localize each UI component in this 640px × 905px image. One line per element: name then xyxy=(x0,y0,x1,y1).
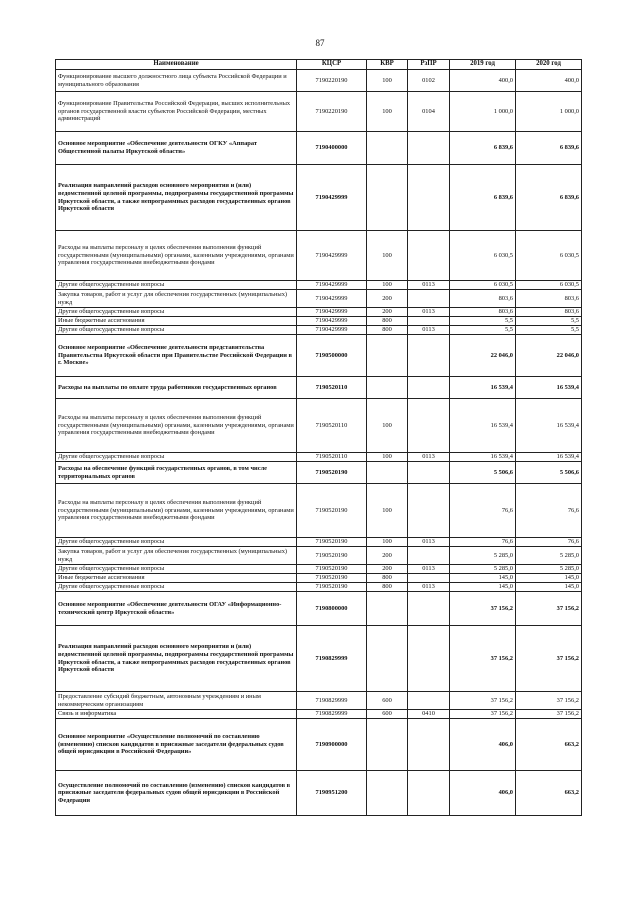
cell-y2020: 16 539,4 xyxy=(516,377,582,399)
cell-kvr: 100 xyxy=(367,231,408,281)
cell-y2020: 663,2 xyxy=(516,771,582,816)
cell-kvr: 100 xyxy=(367,484,408,538)
cell-kvr xyxy=(367,719,408,771)
header-2019: 2019 год xyxy=(450,60,516,70)
cell-y2019: 76,6 xyxy=(450,538,516,547)
cell-kvr: 100 xyxy=(367,538,408,547)
cell-name: Реализация направлений расходов основного мероприятия и (или) ведомственной целевой программы, подпрограммы государственной программы Иркутской области, а также непрограммных расходов государственных органов Иркутской области xyxy=(56,165,297,231)
cell-kcsr: 7190520110 xyxy=(297,377,367,399)
header-kcsr: КЦСР xyxy=(297,60,367,70)
cell-y2019: 6 030,5 xyxy=(450,231,516,281)
cell-kvr: 200 xyxy=(367,565,408,574)
cell-name: Другие общегосударственные вопросы xyxy=(56,583,297,592)
table-row xyxy=(56,453,582,462)
cell-y2019: 6 839,6 xyxy=(450,165,516,231)
cell-kvr: 100 xyxy=(367,281,408,290)
cell-y2019: 22 046,0 xyxy=(450,335,516,377)
cell-name: Расходы на выплаты персоналу в целях обеспечения выполнения функций государственными (муниципальными) органами, казенными учреждениями, органами управления государственными внебюджетными фондами xyxy=(56,399,297,453)
table-row xyxy=(56,771,582,816)
cell-y2020: 6 030,5 xyxy=(516,281,582,290)
table-row xyxy=(56,574,582,583)
cell-kvr: 200 xyxy=(367,308,408,317)
cell-kcsr: 7190520190 xyxy=(297,574,367,583)
cell-rzpr: 0113 xyxy=(408,538,450,547)
cell-kcsr: 7190829999 xyxy=(297,710,367,719)
table-row xyxy=(56,326,582,335)
cell-kvr: 800 xyxy=(367,583,408,592)
header-kvr: КВР xyxy=(367,60,408,70)
cell-kvr xyxy=(367,626,408,692)
cell-kvr: 800 xyxy=(367,317,408,326)
cell-y2019: 1 000,0 xyxy=(450,92,516,132)
cell-kcsr: 7190429999 xyxy=(297,308,367,317)
table-row xyxy=(56,132,582,165)
cell-name: Связь и информатика xyxy=(56,710,297,719)
table-row xyxy=(56,547,582,565)
table-row xyxy=(56,377,582,399)
cell-y2019: 145,0 xyxy=(450,583,516,592)
cell-name: Другие общегосударственные вопросы xyxy=(56,308,297,317)
cell-kvr: 100 xyxy=(367,453,408,462)
cell-kvr xyxy=(367,462,408,484)
cell-kcsr: 7190520110 xyxy=(297,399,367,453)
cell-y2019: 803,6 xyxy=(450,308,516,317)
cell-rzpr xyxy=(408,335,450,377)
cell-kcsr: 7190520190 xyxy=(297,462,367,484)
table-header-row xyxy=(56,60,582,70)
table-row xyxy=(56,462,582,484)
cell-y2020: 6 030,5 xyxy=(516,231,582,281)
cell-name: Расходы на выплаты персоналу в целях обеспечения выполнения функций государственными (муниципальными) органами, казенными учреждениями, органами управления государственными внебюджетными фондами xyxy=(56,231,297,281)
cell-name: Другие общегосударственные вопросы xyxy=(56,326,297,335)
table-row xyxy=(56,92,582,132)
table-row xyxy=(56,710,582,719)
table-row xyxy=(56,308,582,317)
cell-y2019: 5 285,0 xyxy=(450,547,516,565)
cell-kvr: 100 xyxy=(367,70,408,92)
cell-kcsr: 7190429999 xyxy=(297,317,367,326)
cell-y2020: 37 156,2 xyxy=(516,692,582,710)
cell-rzpr xyxy=(408,719,450,771)
cell-y2020: 663,2 xyxy=(516,719,582,771)
cell-y2020: 803,6 xyxy=(516,308,582,317)
table-row xyxy=(56,70,582,92)
cell-kvr xyxy=(367,377,408,399)
table-row xyxy=(56,583,582,592)
cell-kcsr: 7190220190 xyxy=(297,70,367,92)
cell-y2020: 145,0 xyxy=(516,583,582,592)
cell-rzpr xyxy=(408,165,450,231)
cell-rzpr: 0102 xyxy=(408,70,450,92)
cell-kvr xyxy=(367,165,408,231)
cell-kvr: 800 xyxy=(367,326,408,335)
cell-kcsr: 7190500000 xyxy=(297,335,367,377)
table-row xyxy=(56,165,582,231)
cell-y2019: 406,0 xyxy=(450,719,516,771)
cell-rzpr xyxy=(408,132,450,165)
cell-y2019: 803,6 xyxy=(450,290,516,308)
cell-rzpr: 0113 xyxy=(408,453,450,462)
cell-rzpr xyxy=(408,484,450,538)
cell-name: Предоставление субсидий бюджетным, автономным учреждениям и иным некоммерческим организациям xyxy=(56,692,297,710)
cell-name: Закупка товаров, работ и услуг для обеспечения государственных (муниципальных) нужд xyxy=(56,547,297,565)
cell-kcsr: 7190520190 xyxy=(297,565,367,574)
cell-name: Другие общегосударственные вопросы xyxy=(56,453,297,462)
cell-rzpr: 0113 xyxy=(408,326,450,335)
cell-y2020: 1 000,0 xyxy=(516,92,582,132)
cell-name: Осуществление полномочий по составлению (изменению) списков кандидатов в присяжные заседатели федеральных судов общей юрисдикции в Российской Федерации xyxy=(56,771,297,816)
cell-kcsr: 7190900000 xyxy=(297,719,367,771)
cell-y2020: 16 539,4 xyxy=(516,453,582,462)
cell-y2019: 37 156,2 xyxy=(450,626,516,692)
cell-y2019: 16 539,4 xyxy=(450,399,516,453)
table-row xyxy=(56,565,582,574)
cell-y2020: 16 539,4 xyxy=(516,399,582,453)
cell-kvr: 800 xyxy=(367,574,408,583)
table-row xyxy=(56,317,582,326)
table-row xyxy=(56,335,582,377)
cell-y2020: 145,0 xyxy=(516,574,582,583)
cell-name: Функционирование высшего должностного лица субъекта Российской Федерации и муниципального образования xyxy=(56,70,297,92)
cell-y2020: 37 156,2 xyxy=(516,592,582,626)
cell-y2020: 22 046,0 xyxy=(516,335,582,377)
cell-y2020: 5 285,0 xyxy=(516,547,582,565)
cell-y2019: 16 539,4 xyxy=(450,453,516,462)
cell-kcsr: 7190520190 xyxy=(297,484,367,538)
cell-rzpr xyxy=(408,547,450,565)
cell-y2019: 400,0 xyxy=(450,70,516,92)
table-row xyxy=(56,231,582,281)
cell-y2020: 803,6 xyxy=(516,290,582,308)
cell-name: Другие общегосударственные вопросы xyxy=(56,281,297,290)
cell-rzpr: 0410 xyxy=(408,710,450,719)
cell-y2020: 5,5 xyxy=(516,317,582,326)
cell-kvr: 200 xyxy=(367,547,408,565)
cell-kvr xyxy=(367,771,408,816)
table-row xyxy=(56,592,582,626)
cell-kvr: 100 xyxy=(367,92,408,132)
cell-name: Закупка товаров, работ и услуг для обеспечения государственных (муниципальных) нужд xyxy=(56,290,297,308)
cell-y2020: 5 506,6 xyxy=(516,462,582,484)
cell-y2019: 406,0 xyxy=(450,771,516,816)
cell-y2020: 76,6 xyxy=(516,484,582,538)
table-row xyxy=(56,281,582,290)
cell-rzpr xyxy=(408,626,450,692)
cell-y2019: 6 839,6 xyxy=(450,132,516,165)
table-row xyxy=(56,538,582,547)
cell-y2019: 6 030,5 xyxy=(450,281,516,290)
cell-kcsr: 7190520190 xyxy=(297,538,367,547)
header-name: Наименование xyxy=(56,60,297,70)
cell-y2019: 37 156,2 xyxy=(450,592,516,626)
cell-y2019: 145,0 xyxy=(450,574,516,583)
cell-name: Иные бюджетные ассигнования xyxy=(56,574,297,583)
cell-kcsr: 7190800000 xyxy=(297,592,367,626)
cell-kcsr: 7190400000 xyxy=(297,132,367,165)
cell-kcsr: 7190429999 xyxy=(297,165,367,231)
cell-kvr: 600 xyxy=(367,692,408,710)
cell-name: Основное мероприятие «Обеспечение деятельности ОГКУ «Аппарат Общественной палаты Иркутской области» xyxy=(56,132,297,165)
table-row xyxy=(56,719,582,771)
cell-kcsr: 7190429999 xyxy=(297,326,367,335)
cell-kcsr: 7190951200 xyxy=(297,771,367,816)
page-number: 87 xyxy=(315,38,325,48)
cell-y2020: 6 839,6 xyxy=(516,165,582,231)
cell-kcsr: 7190520190 xyxy=(297,583,367,592)
cell-kvr xyxy=(367,132,408,165)
table-row xyxy=(56,290,582,308)
cell-name: Расходы на выплаты персоналу в целях обеспечения выполнения функций государственными (муниципальными) органами, казенными учреждениями, органами управления государственными внебюджетными фондами xyxy=(56,484,297,538)
cell-y2019: 5,5 xyxy=(450,326,516,335)
cell-rzpr: 0113 xyxy=(408,308,450,317)
cell-name: Другие общегосударственные вопросы xyxy=(56,538,297,547)
cell-name: Иные бюджетные ассигнования xyxy=(56,317,297,326)
cell-name: Реализация направлений расходов основного мероприятия и (или) ведомственной целевой программы, подпрограммы государственной программы Иркутской области, а также непрограммных расходов государственных органов Иркутской области xyxy=(56,626,297,692)
cell-rzpr xyxy=(408,574,450,583)
cell-rzpr xyxy=(408,377,450,399)
cell-y2020: 6 839,6 xyxy=(516,132,582,165)
cell-kcsr: 7190220190 xyxy=(297,92,367,132)
cell-kcsr: 7190520190 xyxy=(297,547,367,565)
cell-name: Основное мероприятие «Осуществление полномочий по составлению (изменению) списков кандидатов в присяжные заседатели федеральных судов общей юрисдикции в Российской Федерации» xyxy=(56,719,297,771)
table-row xyxy=(56,399,582,453)
table-row xyxy=(56,692,582,710)
header-2020: 2020 год xyxy=(516,60,582,70)
cell-y2019: 37 156,2 xyxy=(450,710,516,719)
cell-rzpr xyxy=(408,399,450,453)
cell-name: Другие общегосударственные вопросы xyxy=(56,565,297,574)
cell-y2019: 76,6 xyxy=(450,484,516,538)
cell-kcsr: 7190429999 xyxy=(297,281,367,290)
cell-name: Функционирование Правительства Российской Федерации, высших исполнительных органов государственной власти субъектов Российской Федерации, местных администраций xyxy=(56,92,297,132)
cell-rzpr: 0113 xyxy=(408,583,450,592)
cell-rzpr: 0104 xyxy=(408,92,450,132)
cell-kcsr: 7190829999 xyxy=(297,626,367,692)
cell-kvr xyxy=(367,592,408,626)
cell-y2019: 5,5 xyxy=(450,317,516,326)
cell-kcsr: 7190429999 xyxy=(297,231,367,281)
cell-kvr: 200 xyxy=(367,290,408,308)
cell-y2019: 5 506,6 xyxy=(450,462,516,484)
cell-y2019: 5 285,0 xyxy=(450,565,516,574)
cell-name: Основное мероприятие «Обеспечение деятельности представительства Правительства Иркутской области при Правительстве Российской Федерации в г. Москве» xyxy=(56,335,297,377)
cell-kvr xyxy=(367,335,408,377)
cell-rzpr xyxy=(408,462,450,484)
cell-rzpr: 0113 xyxy=(408,565,450,574)
cell-rzpr xyxy=(408,231,450,281)
cell-rzpr xyxy=(408,290,450,308)
cell-rzpr xyxy=(408,317,450,326)
cell-kcsr: 7190520110 xyxy=(297,453,367,462)
cell-y2019: 37 156,2 xyxy=(450,692,516,710)
cell-kvr: 100 xyxy=(367,399,408,453)
cell-rzpr xyxy=(408,592,450,626)
table-row xyxy=(56,484,582,538)
cell-y2020: 37 156,2 xyxy=(516,710,582,719)
cell-rzpr xyxy=(408,771,450,816)
cell-name: Расходы на выплаты по оплате труда работников государственных органов xyxy=(56,377,297,399)
cell-y2020: 76,6 xyxy=(516,538,582,547)
cell-y2020: 5,5 xyxy=(516,326,582,335)
cell-y2020: 5 285,0 xyxy=(516,565,582,574)
cell-kcsr: 7190429999 xyxy=(297,290,367,308)
cell-rzpr: 0113 xyxy=(408,281,450,290)
header-rzpr: РзПР xyxy=(408,60,450,70)
cell-name: Основное мероприятие «Обеспечение деятельности ОГАУ «Информационно-технический центр Иркутской области» xyxy=(56,592,297,626)
cell-y2020: 37 156,2 xyxy=(516,626,582,692)
table-row xyxy=(56,626,582,692)
cell-kcsr: 7190829999 xyxy=(297,692,367,710)
cell-name: Расходы на обеспечение функций государственных органов, в том числе территориальных органов xyxy=(56,462,297,484)
cell-kvr: 600 xyxy=(367,710,408,719)
cell-y2019: 16 539,4 xyxy=(450,377,516,399)
cell-rzpr xyxy=(408,692,450,710)
budget-table xyxy=(55,59,582,816)
cell-y2020: 400,0 xyxy=(516,70,582,92)
